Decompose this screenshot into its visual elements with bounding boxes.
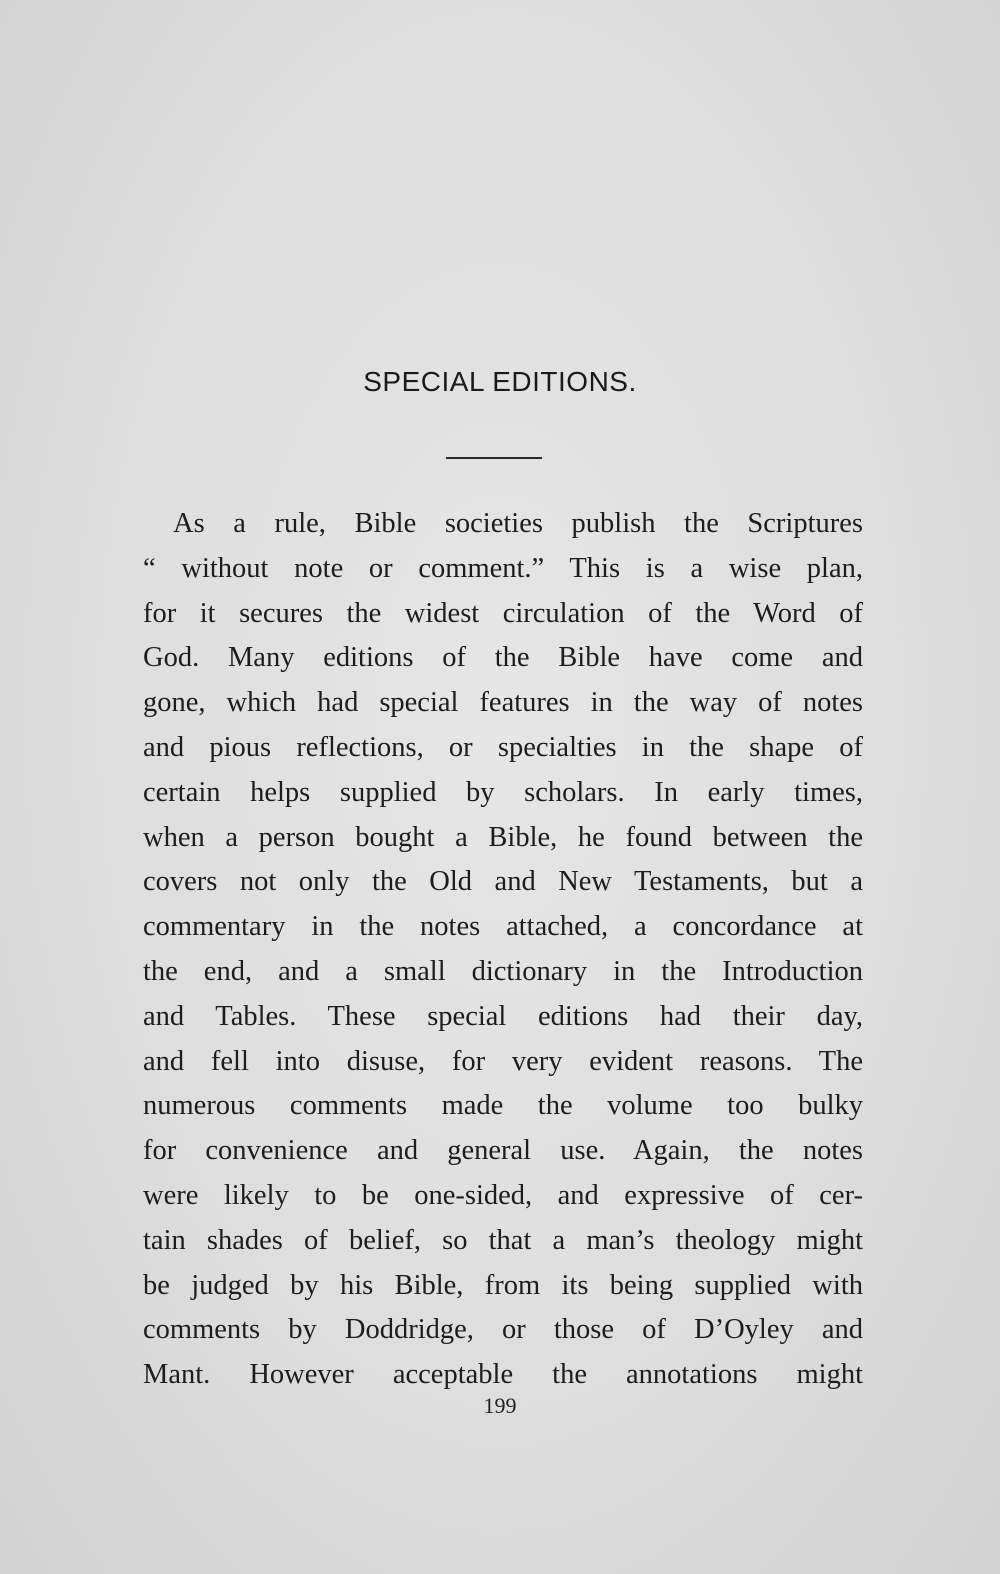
page-number: 199 <box>483 1393 517 1418</box>
text-line: As a rule, Bible societies publish the Scriptures <box>173 508 863 539</box>
text-line: God. Many editions of the Bible have come and <box>143 642 863 674</box>
text-line: and fell into disuse, for very evident reasons. The <box>143 1045 863 1077</box>
text-line: for it secures the widest circulation of the Word of <box>143 597 863 629</box>
chapter-title: SPECIAL EDITIONS. <box>363 366 637 397</box>
text-line: for convenience and general use. Again, the notes <box>143 1135 863 1167</box>
text-line: gone, which had special features in the way of notes <box>143 687 863 719</box>
text-line: commentary in the notes attached, a concordance at <box>143 911 863 943</box>
text-line: certain helps supplied by scholars. In early times, <box>143 776 863 808</box>
text-line: were likely to be one-sided, and expressive of cer- <box>143 1179 863 1211</box>
text-line: numerous comments made the volume too bulky <box>143 1090 863 1122</box>
text-line: be judged by his Bible, from its being supplied with <box>143 1269 863 1301</box>
text-line: tain shades of belief, so that a man’s theology might <box>143 1224 863 1256</box>
text-line: when a person bought a Bible, he found between the <box>143 821 863 853</box>
text-line: the end, and a small dictionary in the Introduction <box>143 955 863 987</box>
text-line: covers not only the Old and New Testaments, but a <box>143 866 863 898</box>
text-line: and pious reflections, or specialties in the shape of <box>143 731 863 763</box>
text-line: and Tables. These special editions had their day, <box>143 1000 863 1032</box>
text-line: Mant. However acceptable the annotations might <box>143 1359 863 1391</box>
text-line: comments by Doddridge, or those of D’Oyley and <box>143 1314 863 1346</box>
text-line: “ without note or comment.” This is a wise plan, <box>143 552 863 584</box>
title-rule <box>446 457 542 459</box>
body-paragraph <box>143 502 863 1398</box>
